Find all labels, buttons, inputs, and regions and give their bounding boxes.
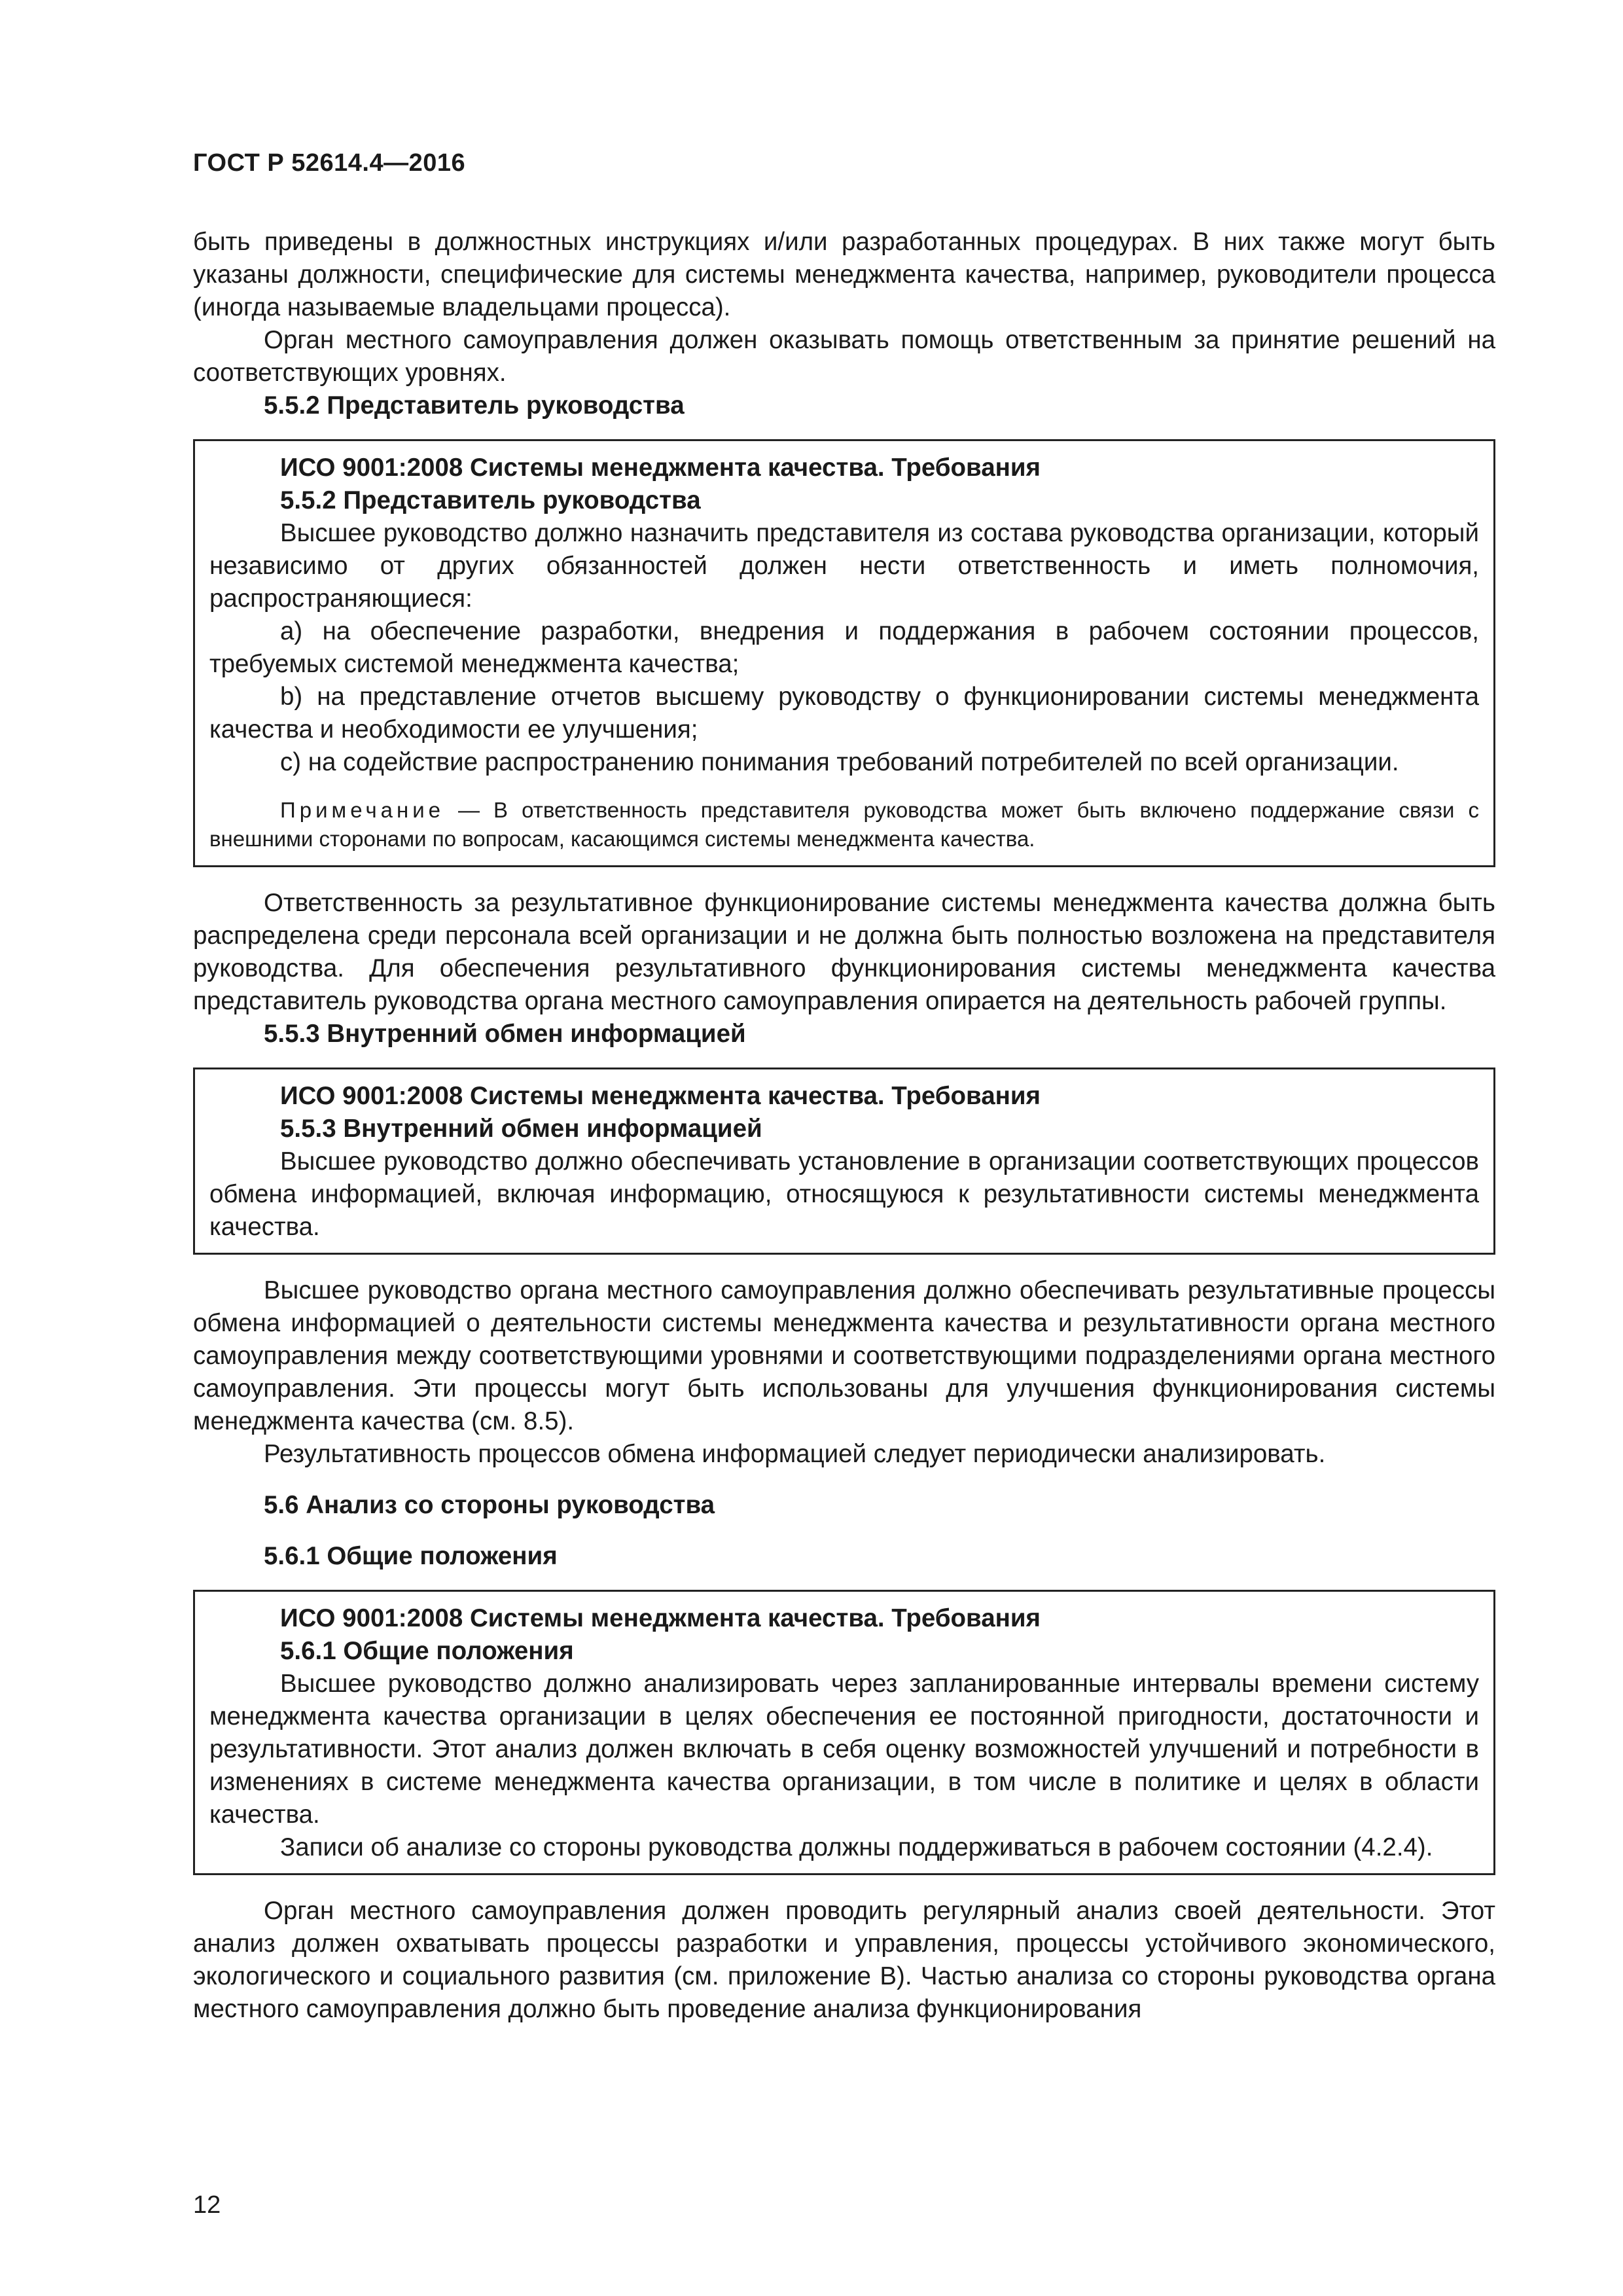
page-number: 12 <box>193 2191 221 2219</box>
iso-box-text: Высшее руководство должно назначить представителя из состава руководства организации, который независимо от других обязанностей должен нести ответственность и иметь полномочия, распространяющиеся: <box>209 519 1479 613</box>
iso-quote-box-5-5-3 <box>193 1067 1495 1255</box>
iso-box-title: ИСО 9001:2008 Системы менеджмента качества. Требования <box>280 1604 1041 1632</box>
iso-quote-box-5-6-1 <box>193 1590 1495 1875</box>
section-heading-5-5-3: 5.5.3 Внутренний обмен информацией <box>264 1020 746 1048</box>
iso-box-text-1: Высшее руководство должно анализировать через запланированные интервалы времени систему менеджмента качества организации в целях обеспечения ее постоянной пригодности, достаточности и результативности. Этот анализ должен включать в себя оценку возможностей улучшений и потребности в изменениях в системе менеджмента качества организации, в том числе в политике и целях в области качества. <box>209 1670 1479 1829</box>
iso-box-list-item-a: a) на обеспечение разработки, внедрения и поддержания в рабочем состоянии процессов, требуемых системой менеджмента качества; <box>209 617 1479 678</box>
iso-box-subtitle: 5.6.1 Общие положения <box>280 1637 574 1665</box>
iso-box-text: Высшее руководство должно обеспечивать установление в организации соответствующих процессов обмена информацией, включая информацию, относящуюся к результативности системы менеджмента качества. <box>209 1147 1479 1241</box>
paragraph-after-5-5-3-1: Высшее руководство органа местного самоуправления должно обеспечивать результативные процессы обмена информацией о деятельности системы менеджмента качества и результативности органа местного самоуправления между соответствующими уровнями и соответствующими подразделениями органа местного самоуправления. Эти процессы могут быть использованы для улучшения функционирования системы менеджмента качества (см. 8.5). <box>193 1276 1495 1435</box>
iso-box-text-2: Записи об анализе со стороны руководства должны поддерживаться в рабочем состоянии (4.2.4). <box>280 1833 1433 1861</box>
intro-paragraph-2: Орган местного самоуправления должен оказывать помощь ответственным за принятие решений на соответствующих уровнях. <box>193 326 1495 387</box>
note-text: — В ответственность представителя руководства может быть включено поддержание связи с внешними сторонами по вопросам, касающимся системы менеджмента качества. <box>209 798 1479 851</box>
iso-quote-box-5-5-2 <box>193 439 1495 867</box>
paragraph-after-5-6-1: Орган местного самоуправления должен проводить регулярный анализ своей деятельности. Этот анализ должен охватывать процессы разработки и управления, процессы устойчивого экономического, экологического и социального развития (см. приложение В). Частью анализа со стороны руководства органа местного самоуправления должно быть проведение анализа функционирования <box>193 1897 1495 2023</box>
iso-box-subtitle: 5.5.2 Представитель руководства <box>280 486 701 514</box>
paragraph-after-5-5-3-2: Результативность процессов обмена информацией следует периодически анализировать. <box>264 1440 1326 1468</box>
iso-box-list-item-b: b) на представление отчетов высшему руководству о функционировании системы менеджмента качества и необходимости ее улучшения; <box>209 683 1479 744</box>
iso-box-subtitle: 5.5.3 Внутренний обмен информацией <box>280 1115 762 1143</box>
iso-box-list-item-c: c) на содействие распространению понимания требований потребителей по всей организации. <box>280 748 1399 776</box>
iso-box-note <box>209 796 1479 853</box>
paragraph-after-5-5-2: Ответственность за результативное функционирование системы менеджмента качества должна быть распределена среди персонала всей организации и не должна быть полностью возложена на представителя руководства. Для обеспечения результативного функционирования системы менеджмента качества представитель руководства органа местного самоуправления опирается на деятельность рабочей группы. <box>193 889 1495 1015</box>
note-label: Примечание <box>280 798 445 822</box>
section-heading-5-5-2: 5.5.2 Представитель руководства <box>264 391 685 420</box>
iso-box-title: ИСО 9001:2008 Системы менеджмента качества. Требования <box>280 454 1041 482</box>
document-header: ГОСТ Р 52614.4—2016 <box>193 149 466 177</box>
section-heading-5-6: 5.6 Анализ со стороны руководства <box>264 1491 715 1519</box>
page-body <box>193 226 1495 2026</box>
iso-box-title: ИСО 9001:2008 Системы менеджмента качества. Требования <box>280 1082 1041 1110</box>
section-heading-5-6-1: 5.6.1 Общие положения <box>264 1542 558 1570</box>
intro-paragraph-1: быть приведены в должностных инструкциях и/или разработанных процедурах. В них также могут быть указаны должности, специфические для системы менеджмента качества, например, руководители процесса (иногда называемые владельцами процесса). <box>193 228 1495 321</box>
